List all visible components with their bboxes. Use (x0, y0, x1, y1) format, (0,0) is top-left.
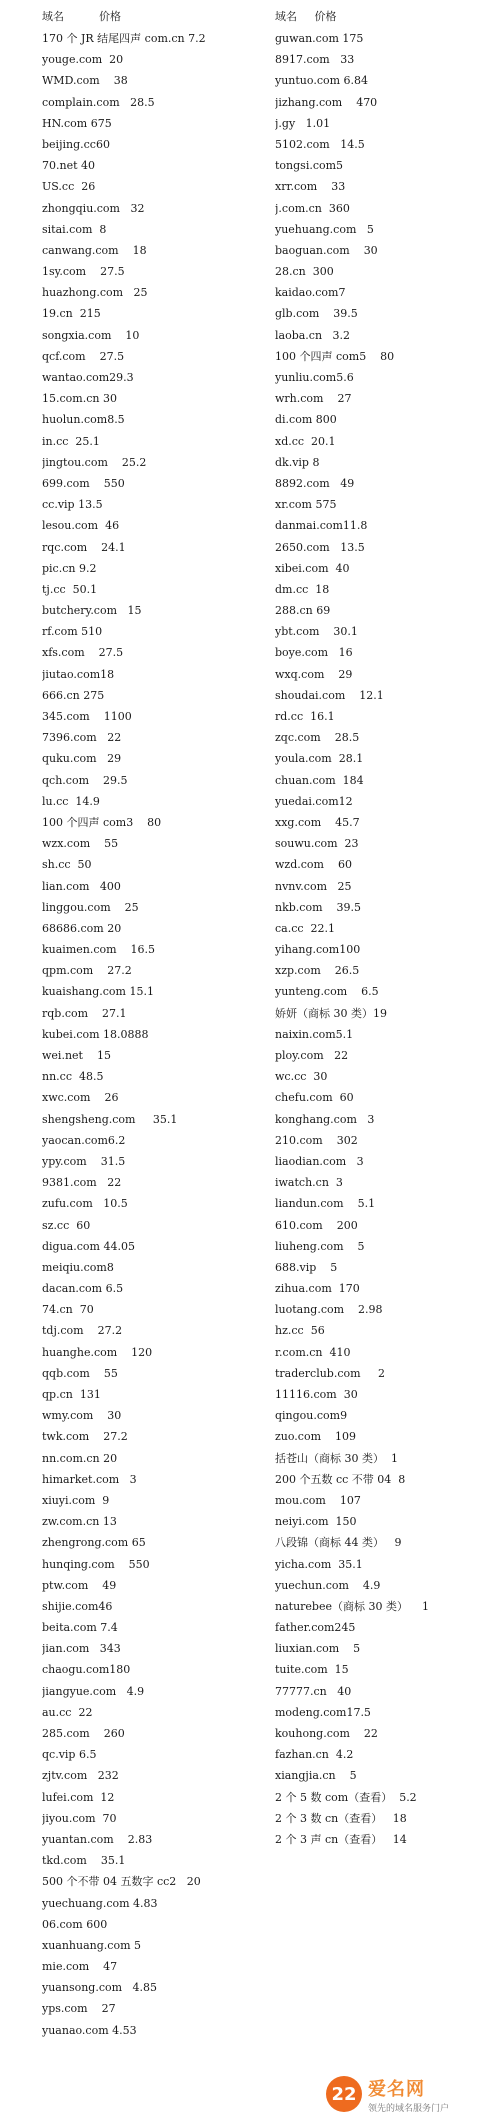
domain-listing: 68686.com 20 (42, 921, 122, 935)
domain-listing: ploy.com 22 (275, 1049, 349, 1062)
domain-listing: jiutao.com18 (42, 667, 115, 681)
logo-slogan: 领先的域名服务门户 (368, 2103, 450, 2114)
domain-listing: 2 个 5 数 com（查看） 5.2 (275, 1790, 417, 1804)
domain-listing: souwu.com 23 (275, 837, 359, 851)
domain-listing: qqb.com 55 (42, 1366, 118, 1380)
right-column-header: 域名 价格 (275, 10, 337, 23)
domain-listing: zw.com.cn 13 (42, 1515, 117, 1529)
domain-listing: youla.com 28.1 (275, 752, 364, 766)
domain-listing: danmai.com11.8 (275, 519, 368, 533)
domain-listing: yps.com 27 (42, 2002, 116, 2016)
domain-listing: rd.cc 16.1 (275, 710, 335, 723)
domain-listing: liuheng.com 5 (275, 1239, 365, 1253)
domain-listing: jiyou.com 70 (42, 1811, 117, 1825)
domain-listing: naixin.com5.1 (275, 1027, 354, 1041)
domain-listing: 八段锦（商标 44 类） 9 (275, 1536, 402, 1550)
domain-listing: yuanao.com 4.53 (42, 2023, 137, 2037)
domain-listing: songxia.com 10 (42, 328, 140, 342)
left-column (42, 6, 257, 2041)
domain-listing: liandun.com 5.1 (275, 1197, 376, 1211)
domain-listing: qingou.com9 (275, 1409, 348, 1423)
left-domain-list (42, 28, 257, 2041)
domain-listing: r.com.cn 410 (275, 1345, 351, 1359)
domain-listing: yuntuo.com 6.84 (275, 74, 369, 88)
domain-listing: neiyi.com 150 (275, 1515, 357, 1529)
domain-listing: lian.com 400 (42, 879, 121, 893)
domain-listing: chefu.com 60 (275, 1091, 354, 1105)
domain-listing: xwc.com 26 (42, 1091, 119, 1105)
domain-listing: huanghe.com 120 (42, 1345, 153, 1359)
domain-listing: lesou.com 46 (42, 519, 120, 533)
domain-listing: 28.cn 300 (275, 265, 334, 279)
domain-listing: 345.com 1100 (42, 710, 132, 723)
domain-listing: linggou.com 25 (42, 900, 139, 914)
domain-listing: 688.vip 5 (275, 1260, 338, 1274)
domain-listing: jiangyue.com 4.9 (42, 1684, 145, 1698)
domain-listing: 8892.com 49 (275, 476, 355, 490)
domain-listing: wmy.com 30 (42, 1409, 122, 1423)
domain-listing: dk.vip 8 (275, 455, 320, 469)
domain-listing: sz.cc 60 (42, 1218, 91, 1232)
domain-listing: yuantan.com 2.83 (42, 1832, 153, 1846)
domain-listing: lu.cc 14.9 (42, 794, 100, 808)
domain-listing: nn.cc 48.5 (42, 1070, 104, 1084)
domain-listing: wantao.com29.3 (42, 371, 134, 384)
domain-listing: fazhan.cn 4.2 (275, 1748, 354, 1762)
domain-listing: 19.cn 215 (42, 307, 101, 321)
domain-listing: mie.com 47 (42, 1960, 118, 1974)
domain-listing: iwatch.cn 3 (275, 1176, 343, 1190)
domain-listing: yunliu.com5.6 (275, 371, 354, 384)
domain-listing: nn.com.cn 20 (42, 1451, 118, 1465)
domain-listing: 9381.com 22 (42, 1176, 122, 1190)
domain-listing: kuaimen.com 16.5 (42, 943, 156, 957)
domain-listing: dm.cc 18 (275, 582, 330, 596)
domain-listing: tuite.com 15 (275, 1663, 349, 1677)
logo-name: 爱名网 (368, 2078, 425, 2100)
domain-listing: zufu.com 10.5 (42, 1197, 128, 1211)
domain-listing: yuansong.com 4.85 (42, 1981, 158, 1995)
domain-listing: HN.com 675 (42, 116, 112, 130)
domain-listing: shijie.com46 (42, 1599, 113, 1613)
domain-listing: xrr.com 33 (275, 180, 346, 194)
domain-listing: rf.com 510 (42, 625, 103, 639)
domain-listing: 70.net 40 (42, 159, 96, 173)
domain-listing: huazhong.com 25 (42, 286, 148, 300)
domain-listing: 100 个四声 com3 80 (42, 815, 162, 829)
domain-listing: zhongqiu.com 32 (42, 201, 145, 215)
domain-listing: yaocan.com6.2 (42, 1133, 126, 1147)
domain-listing: nkb.com 39.5 (275, 900, 361, 914)
domain-listing: canwang.com 18 (42, 243, 147, 257)
domain-listing: jingtou.com 25.2 (42, 455, 147, 469)
domain-listing: ypy.com 31.5 (42, 1154, 126, 1168)
domain-listing: 74.cn 70 (42, 1303, 94, 1317)
domain-listing: naturebee（商标 30 类） 1 (275, 1599, 429, 1613)
domain-listing: xr.com 575 (275, 498, 337, 512)
domain-listing: himarket.com 3 (42, 1472, 137, 1486)
domain-listing: yicha.com 35.1 (275, 1557, 363, 1571)
domain-listing: rqb.com 27.1 (42, 1006, 127, 1020)
domain-listing: xd.cc 20.1 (275, 434, 336, 448)
domain-listing: qpm.com 27.2 (42, 964, 132, 978)
domain-listing: beijing.cc60 (42, 137, 110, 151)
domain-listing: butchery.com 15 (42, 604, 142, 618)
domain-listing: wxq.com 29 (275, 667, 353, 681)
domain-listing: pic.cn 9.2 (42, 561, 97, 575)
domain-listing: di.com 800 (275, 413, 337, 427)
domain-listing: 11116.com 30 (275, 1388, 358, 1401)
domain-listing: dacan.com 6.5 (42, 1282, 124, 1296)
domain-listing: au.cc 22 (42, 1705, 93, 1719)
domain-listing: 1sy.com 27.5 (42, 265, 125, 279)
domain-listing: qch.com 29.5 (42, 773, 128, 787)
domain-listing: quku.com 29 (42, 752, 122, 766)
domain-listing: kaidao.com7 (275, 286, 346, 300)
domain-listing: rqc.com 24.1 (42, 540, 126, 554)
domain-listing: 610.com 200 (275, 1218, 358, 1232)
domain-listing: 2 个 3 数 cn（查看） 18 (275, 1811, 407, 1825)
domain-listing: 15.com.cn 30 (42, 392, 117, 406)
domain-listing: nvnv.com 25 (275, 879, 352, 893)
domain-listing: 7396.com 22 (42, 731, 122, 745)
domain-listing: in.cc 25.1 (42, 434, 100, 448)
domain-listing: 288.cn 69 (275, 604, 331, 618)
domain-listing: 210.com 302 (275, 1133, 358, 1147)
domain-listing: kuaishang.com 15.1 (42, 985, 154, 999)
domain-listing: kouhong.com 22 (275, 1727, 378, 1740)
domain-listing: 2 个 3 声 cn（查看） 14 (275, 1832, 407, 1846)
domain-listing: meiqiu.com8 (42, 1260, 114, 1274)
domain-listing: wzd.com 60 (275, 858, 352, 872)
domain-listing: liuxian.com 5 (275, 1642, 361, 1656)
right-domain-list (275, 28, 475, 1850)
domain-listing: xiuyi.com 9 (42, 1493, 110, 1507)
domain-listing: hz.cc 56 (275, 1324, 325, 1338)
domain-listing: 200 个五数 cc 不带 04 8 (275, 1472, 406, 1486)
right-column (275, 6, 475, 1850)
domain-listing: cc.vip 13.5 (42, 498, 103, 512)
domain-listing: zjtv.com 232 (42, 1769, 119, 1783)
domain-listing: traderclub.com 2 (275, 1366, 386, 1380)
domain-listing: digua.com 44.05 (42, 1239, 135, 1253)
domain-listing: wei.net 15 (42, 1049, 111, 1062)
domain-listing: yihang.com100 (275, 943, 361, 957)
domain-listing: xiangjia.cn 5 (275, 1769, 357, 1783)
domain-listing: shengsheng.com 35.1 (42, 1112, 178, 1126)
domain-listing: konghang.com 3 (275, 1112, 375, 1126)
domain-listing: chuan.com 184 (275, 773, 364, 787)
domain-listing: 括苍山（商标 30 类） 1 (275, 1451, 398, 1465)
domain-listing: xfs.com 27.5 (42, 646, 124, 660)
domain-listing: glb.com 39.5 (275, 307, 358, 321)
domain-listing: tongsi.com5 (275, 159, 344, 173)
domain-listing: shoudai.com 12.1 (275, 688, 384, 702)
domain-listing: jizhang.com 470 (275, 95, 378, 109)
domain-listing: 666.cn 275 (42, 688, 105, 702)
domain-listing: zhengrong.com 65 (42, 1536, 146, 1550)
watermark-logo (326, 2071, 476, 2117)
domain-listing: 娇妍（商标 30 类）19 (275, 1006, 387, 1020)
domain-listing: yuechun.com 4.9 (275, 1578, 381, 1592)
domain-listing: beita.com 7.4 (42, 1621, 118, 1635)
domain-listing: 77777.cn 40 (275, 1684, 352, 1698)
domain-listing: ptw.com 49 (42, 1578, 117, 1592)
domain-listing: 100 个四声 com5 80 (275, 349, 395, 363)
domain-listing: US.cc 26 (42, 180, 96, 194)
logo-badge-icon: 22 (326, 2076, 362, 2112)
domain-listing: chaogu.com180 (42, 1663, 131, 1677)
domain-listing: father.com245 (275, 1621, 356, 1635)
domain-listing: qc.vip 6.5 (42, 1748, 97, 1762)
domain-listing: 699.com 550 (42, 476, 125, 490)
domain-listing: lufei.com 12 (42, 1790, 115, 1804)
domain-listing: xzp.com 26.5 (275, 964, 360, 978)
domain-listing: complain.com 28.5 (42, 95, 155, 109)
domain-listing: jian.com 343 (42, 1642, 121, 1656)
domain-listing: kubei.com 18.0888 (42, 1027, 149, 1041)
domain-listing: sitai.com 8 (42, 222, 107, 236)
domain-listing: qp.cn 131 (42, 1388, 101, 1401)
domain-listing: guwan.com 175 (275, 32, 364, 45)
domain-listing: wrh.com 27 (275, 392, 352, 406)
domain-listing: wzx.com 55 (42, 837, 119, 851)
domain-listing: xuanhuang.com 5 (42, 1938, 141, 1952)
domain-listing: ca.cc 22.1 (275, 921, 336, 935)
domain-listing: twk.com 27.2 (42, 1430, 128, 1444)
domain-listing: yuehuang.com 5 (275, 222, 374, 236)
domain-listing: yunteng.com 6.5 (275, 985, 379, 999)
domain-listing: xibei.com 40 (275, 561, 350, 575)
domain-listing: tkd.com 35.1 (42, 1854, 126, 1868)
domain-listing: j.gy 1.01 (275, 116, 331, 130)
domain-listing: mou.com 107 (275, 1493, 361, 1507)
domain-listing: zuo.com 109 (275, 1430, 357, 1444)
domain-listing: 2650.com 13.5 (275, 540, 365, 554)
domain-listing: ybt.com 30.1 (275, 625, 358, 639)
domain-listing: yuedai.com12 (275, 794, 353, 808)
domain-listing: youge.com 20 (42, 53, 124, 67)
domain-listing: 06.com 600 (42, 1917, 108, 1931)
domain-listing: modeng.com17.5 (275, 1705, 371, 1719)
domain-listing: 500 个不带 04 五数字 cc2 20 (42, 1875, 201, 1889)
domain-listing: huolun.com8.5 (42, 413, 125, 427)
domain-listing: tdj.com 27.2 (42, 1324, 123, 1338)
domain-listing: qcf.com 27.5 (42, 349, 125, 363)
domain-listing: zihua.com 170 (275, 1282, 360, 1296)
domain-listing: 8917.com 33 (275, 53, 355, 67)
domain-listing: xxg.com 45.7 (275, 815, 360, 829)
domain-listing: 285.com 260 (42, 1727, 125, 1740)
domain-listing: WMD.com 38 (42, 74, 128, 88)
domain-listing: boye.com 16 (275, 646, 353, 660)
domain-listing: j.com.cn 360 (275, 201, 350, 215)
domain-listing: liaodian.com 3 (275, 1154, 364, 1168)
domain-listing: tj.cc 50.1 (42, 582, 98, 596)
domain-listing: 5102.com 14.5 (275, 137, 365, 151)
logo-text (368, 2075, 449, 2114)
domain-listing: sh.cc 50 (42, 858, 92, 872)
domain-listing: wc.cc 30 (275, 1070, 328, 1084)
left-column-header: 域名 价格 (42, 10, 121, 23)
domain-listing: laoba.cn 3.2 (275, 328, 351, 342)
domain-listing: zqc.com 28.5 (275, 731, 360, 745)
domain-listing: hunqing.com 550 (42, 1557, 150, 1571)
domain-listing: 170 个 JR 结尾四声 com.cn 7.2 (42, 32, 206, 45)
domain-listing: luotang.com 2.98 (275, 1303, 383, 1317)
domain-listing: baoguan.com 30 (275, 243, 378, 257)
domain-listing: yuechuang.com 4.83 (42, 1896, 158, 1910)
